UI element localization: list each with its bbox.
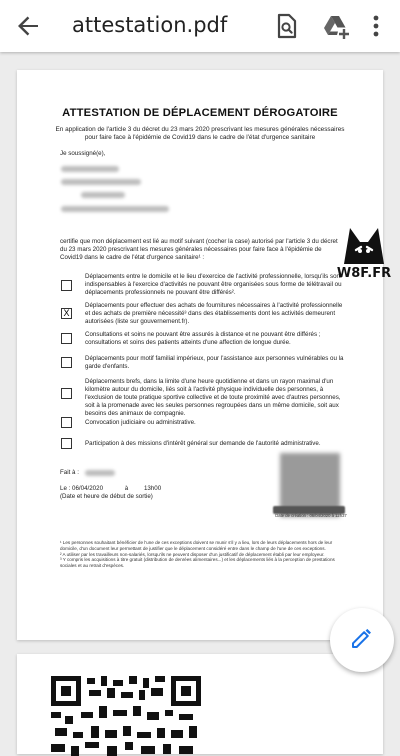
qr-caption: Date de création : 06/04/2020 à 12h37 bbox=[275, 513, 347, 518]
a-label: à bbox=[124, 485, 129, 492]
find-in-page-icon[interactable] bbox=[270, 10, 302, 42]
option-checkbox[interactable] bbox=[61, 357, 72, 368]
redacted-city bbox=[85, 470, 115, 476]
soussigne-label: Je soussigné(e), bbox=[60, 150, 106, 157]
option-checkbox[interactable] bbox=[61, 417, 72, 428]
option-text: Consultations et soins ne pouvant être assurés à distance et ne pouvant être différés ; consultations et soins des patients atteints d'une affection de longue durée. bbox=[85, 331, 321, 346]
redacted-birthplace bbox=[81, 192, 125, 198]
option-checkbox[interactable] bbox=[61, 280, 72, 291]
footnotes bbox=[60, 540, 348, 569]
pdf-viewer[interactable] bbox=[0, 52, 400, 686]
date-value: Le : 06/04/2020 bbox=[60, 485, 104, 492]
cat-logo-icon bbox=[336, 220, 392, 266]
option-text: Déplacements entre le domicile et le lieu d'exercice de l'activité professionnelle, lorsqu'ils sont indispensables à l'exercice d'activités ne pouvant être organisées sous forme de télétravail ou déplacements professionnels ne pouvant être différés². bbox=[85, 273, 342, 296]
w8f-watermark bbox=[336, 220, 392, 281]
certifie-text: certifie que mon déplacement est lié au motif suivant (cocher la case) autorisé par l'article 3 du décret du 23 mars 2020 prescrivant les mesures générales nécessaires pour faire face à l'épidémie de Covid19 dans le cadre de l'état d'urgence sanitaire¹ : bbox=[60, 238, 338, 261]
option-text: Convocation judiciaire ou administrative. bbox=[85, 419, 196, 426]
add-to-drive-icon[interactable] bbox=[320, 10, 352, 42]
fait-a-label: Fait à : bbox=[60, 469, 79, 476]
date-note: (Date et heure de début de sortie) bbox=[60, 492, 153, 500]
redacted-birthdate bbox=[61, 179, 141, 185]
pdf-page-2 bbox=[17, 654, 383, 754]
footnote: ³ Y compris les acquisitions à titre gratuit (distribution de denrées alimentaires...) et les déplacements liés à la perception de prestations sociales et au retrait d'espèces. bbox=[60, 557, 335, 569]
redacted-name bbox=[61, 166, 119, 172]
more-vert-icon[interactable] bbox=[364, 10, 388, 42]
option-checkbox[interactable] bbox=[61, 388, 72, 399]
edit-fab-button[interactable] bbox=[330, 608, 394, 672]
edit-pencil-icon bbox=[350, 626, 374, 650]
option-checkbox[interactable] bbox=[61, 438, 72, 449]
time-value: 13h00 bbox=[143, 485, 162, 492]
watermark-label: W8F.FR bbox=[336, 266, 392, 281]
option-text: Déplacements brefs, dans la limite d'une heure quotidienne et dans un rayon maximal d'un kilomètre autour du domicile, liés soit à l'activité physique individuelle des personnes, à l'exclusion de toute pratique sportive collective et de toute proximité avec d'autres personnes, soit à la promenade avec les seules personnes regroupées dans un même domicile, soit aux besoins des animaux de compagnie. bbox=[85, 378, 341, 417]
arrow-back-icon[interactable] bbox=[12, 10, 44, 42]
attestation-title: ATTESTATION DE DÉPLACEMENT DÉROGATOIRE bbox=[62, 107, 338, 119]
option-text: Déplacements pour motif familial impérieux, pour l'assistance aux personnes vulnérables ou la garde d'enfants. bbox=[85, 355, 344, 370]
footnote: ¹ Les personnes souhaitant bénéficier de l'une de ces exceptions doivent se munir s'il y a lieu, lors de leurs déplacements hors de leur domicile, d'un document leur permettant de justifier que le déplacement considéré entre dans le champ de l'une de ces exceptions. bbox=[60, 540, 333, 551]
option-text: Déplacements pour effectuer des achats de fournitures nécessaires à l'activité professionnelle et des achats de première nécessité³ dans des établissements dont les activités demeurent autorisées (liste sur gouvernement.fr). bbox=[85, 302, 343, 325]
intro-text: En application de l'article 3 du décret du 23 mars 2020 prescrivant les mesures générales nécessaires pour faire face à l'épidémie de Covid19 dans le cadre de l'état d'urgence sanitaire bbox=[55, 126, 345, 141]
option-text: Participation à des missions d'intérêt général sur demande de l'autorité administrative. bbox=[85, 440, 321, 447]
footnote: ² A utiliser par les travailleurs non-salariés, lorsqu'ils ne peuvent disposer d'un justificatif de déplacement établi par leur employeur. bbox=[60, 551, 325, 557]
option-checkbox[interactable] bbox=[61, 333, 72, 344]
option-checkbox[interactable]: X bbox=[61, 308, 72, 319]
pdf-page-1 bbox=[17, 70, 392, 640]
document-title: attestation.pdf bbox=[72, 13, 228, 37]
redacted-address bbox=[61, 206, 169, 212]
date-time-line bbox=[60, 485, 260, 501]
app-bar bbox=[0, 0, 400, 52]
qr-code-large bbox=[51, 676, 201, 756]
